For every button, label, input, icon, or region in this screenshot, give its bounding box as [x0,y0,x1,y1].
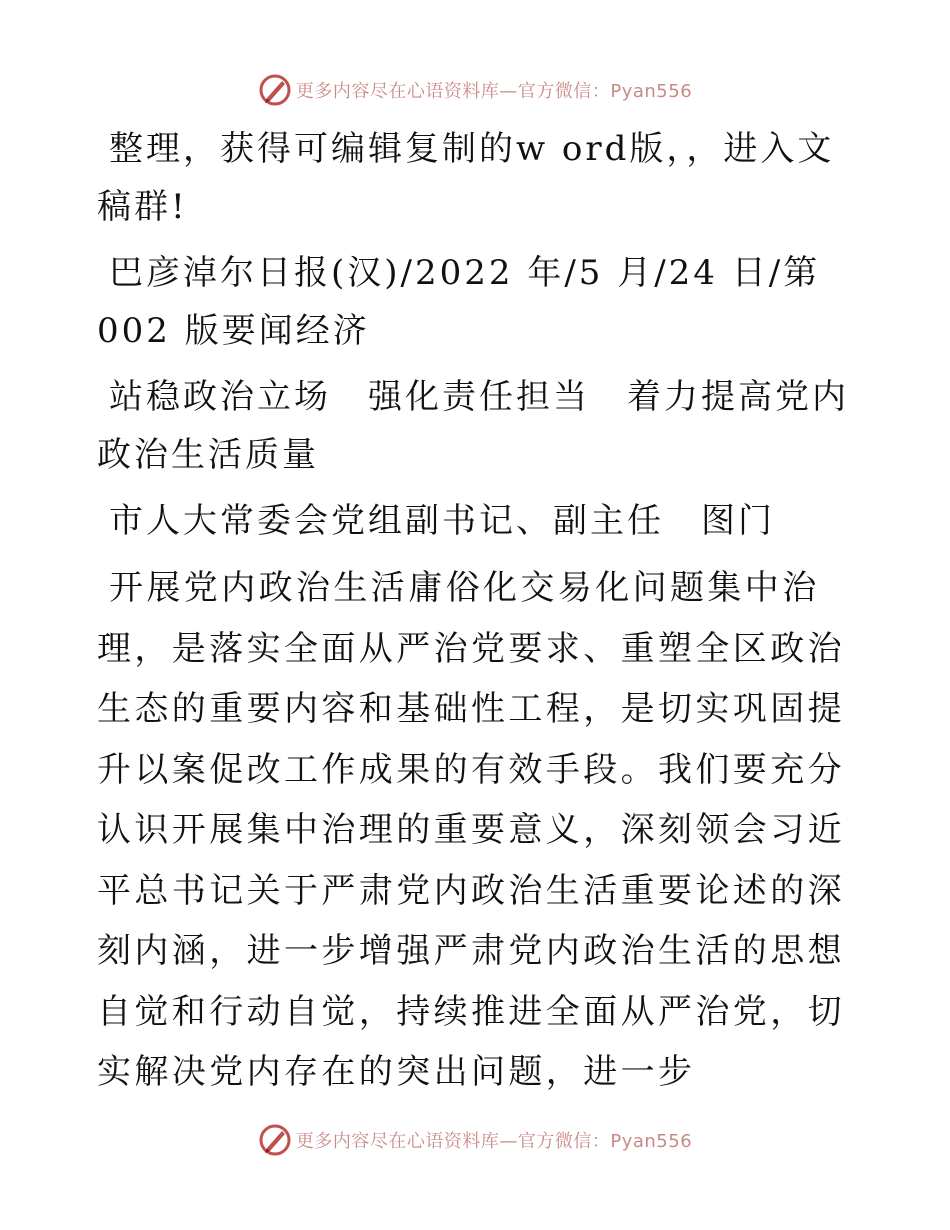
intro-paragraph: 整理，获得可编辑复制的w ord版，，进入文稿群! [97,129,835,227]
author-line: 市人大常委会党组副书记、副主任 图门 [109,501,775,541]
source-line: 巴彦淖尔日报(汉)/2022 年/5 月/24 日/第 002 版要闻经济 [97,253,821,351]
footer-watermark [0,1120,950,1160]
watermark-text: 更多内容尽在心语资料库—官方微信：Pyan556 [295,1131,693,1152]
pen-logo-icon [258,1123,292,1157]
document-body [97,120,857,1111]
body-paragraph: 开展党内政治生活庸俗化交易化问题集中治理，是落实全面从严治党要求、重塑全区政治生态的重要内容和基础性工程，是切实巩固提升以案促改工作成果的有效手段。我们要充分认识开展集中治理的重要意义，深刻领会习近平总书记关于严肃党内政治生活重要论述的深刻内涵，进一步增强严肃党内政治生活的思想自觉和行动自觉，持续推进全面从严治党，切实解决党内存在的突出问题，进一步 [97,568,845,1092]
pen-logo-icon [258,73,292,107]
article-title: 站稳政治立场 强化责任担当 着力提高党内政治生活质量 [97,377,849,475]
header-watermark [0,70,950,110]
watermark-text: 更多内容尽在心语资料库—官方微信：Pyan556 [295,81,693,102]
